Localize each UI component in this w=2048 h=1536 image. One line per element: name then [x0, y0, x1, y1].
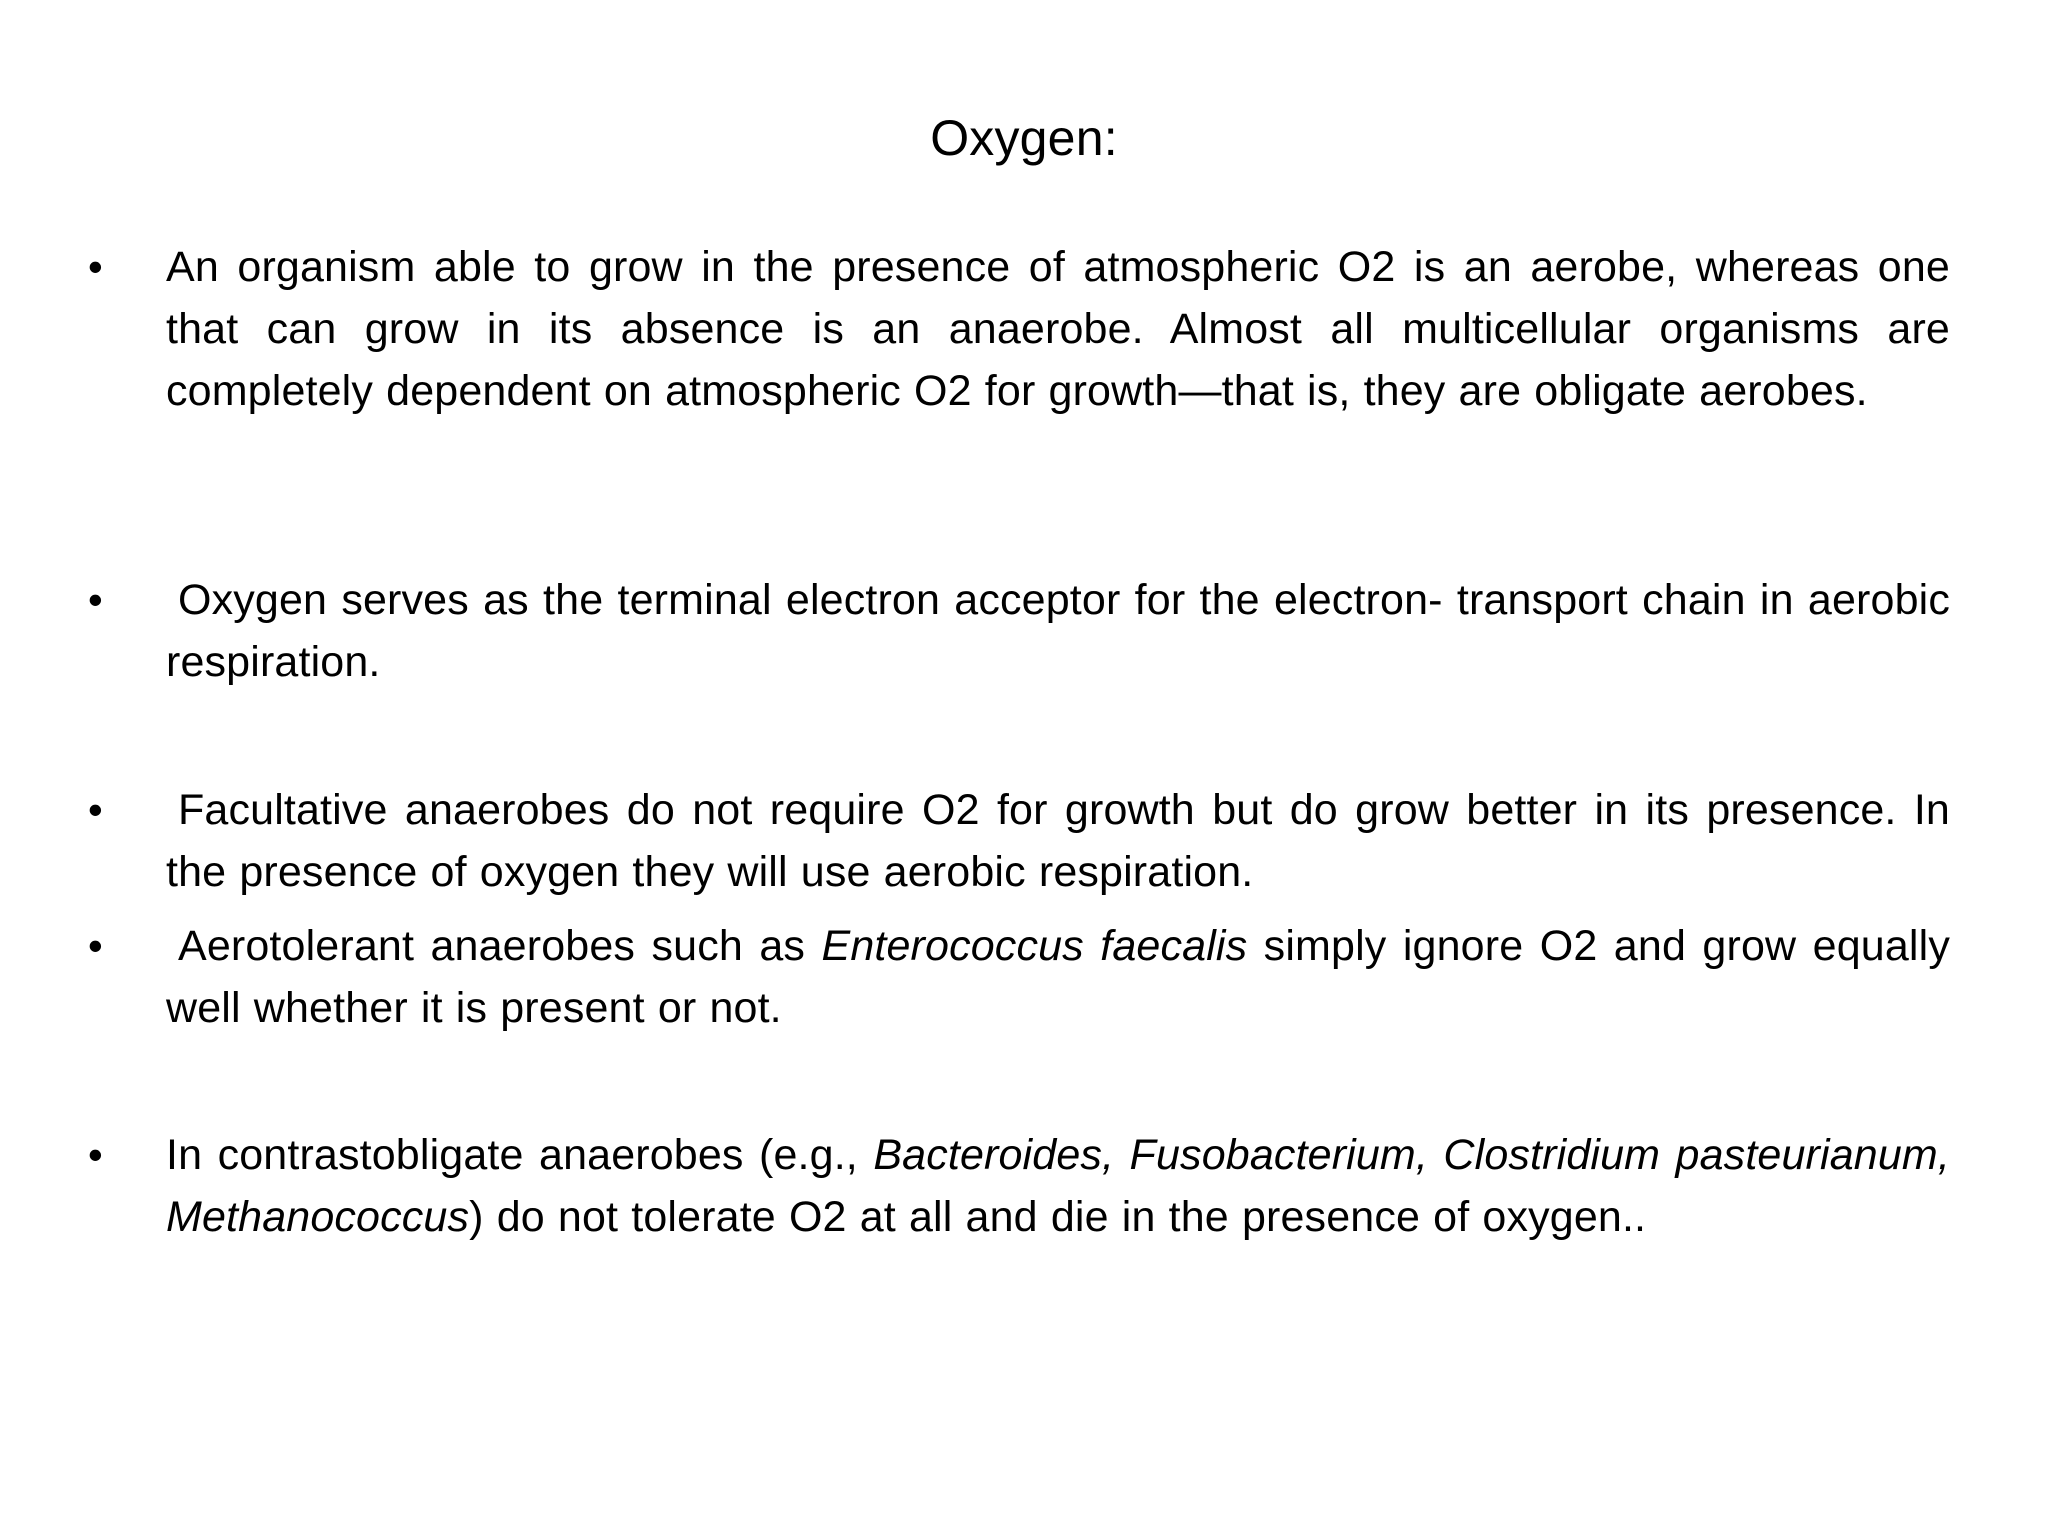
bullet-marker: •	[88, 576, 103, 623]
bullet-marker: •	[88, 922, 103, 969]
species-names: Bacteroides, Fusobacterium, Clostridium pasteurianum, Methanococcus	[166, 1131, 1950, 1241]
bullet-text: Facultative anaerobes do not require O2 for growth but do grow better in its presence. In the presence of oxygen they will use aerobic respiration.	[166, 786, 1950, 896]
bullet-text: An organism able to grow in the presence of atmospheric O2 is an aerobe, whereas one that can grow in its absence is an anaerobe. Almost all multicellular organisms are completely dependent on atmospheric O2 for growth—that is, they are obligate aerobes.	[166, 243, 1950, 415]
species-name: Enterococcus faecalis	[821, 922, 1248, 970]
bullet-marker: •	[88, 243, 103, 290]
bullet-text-part: simply ignore O2 and grow equally well whether it is present or not.	[166, 922, 1950, 1032]
bullet-text-part: Aerotolerant anaerobes such as	[178, 922, 822, 970]
bullet-marker: •	[88, 786, 103, 833]
bullet-text-part: In contrastobligate anaerobes (e.g.,	[166, 1131, 874, 1179]
slide-title: Oxygen:	[930, 110, 1118, 166]
bullet-text: Oxygen serves as the terminal electron acceptor for the electron- transport chain in aerobic respiration.	[166, 576, 1950, 686]
bullet-text-block	[166, 1124, 1950, 1248]
bullet-text-block	[166, 569, 1950, 693]
bullet-text-part: ) do not tolerate O2 at all and die in the presence of oxygen..	[469, 1193, 1647, 1241]
bullet-text-block	[166, 779, 1950, 903]
bullet-text-block	[166, 915, 1950, 1039]
bullet-marker: •	[88, 1131, 103, 1178]
